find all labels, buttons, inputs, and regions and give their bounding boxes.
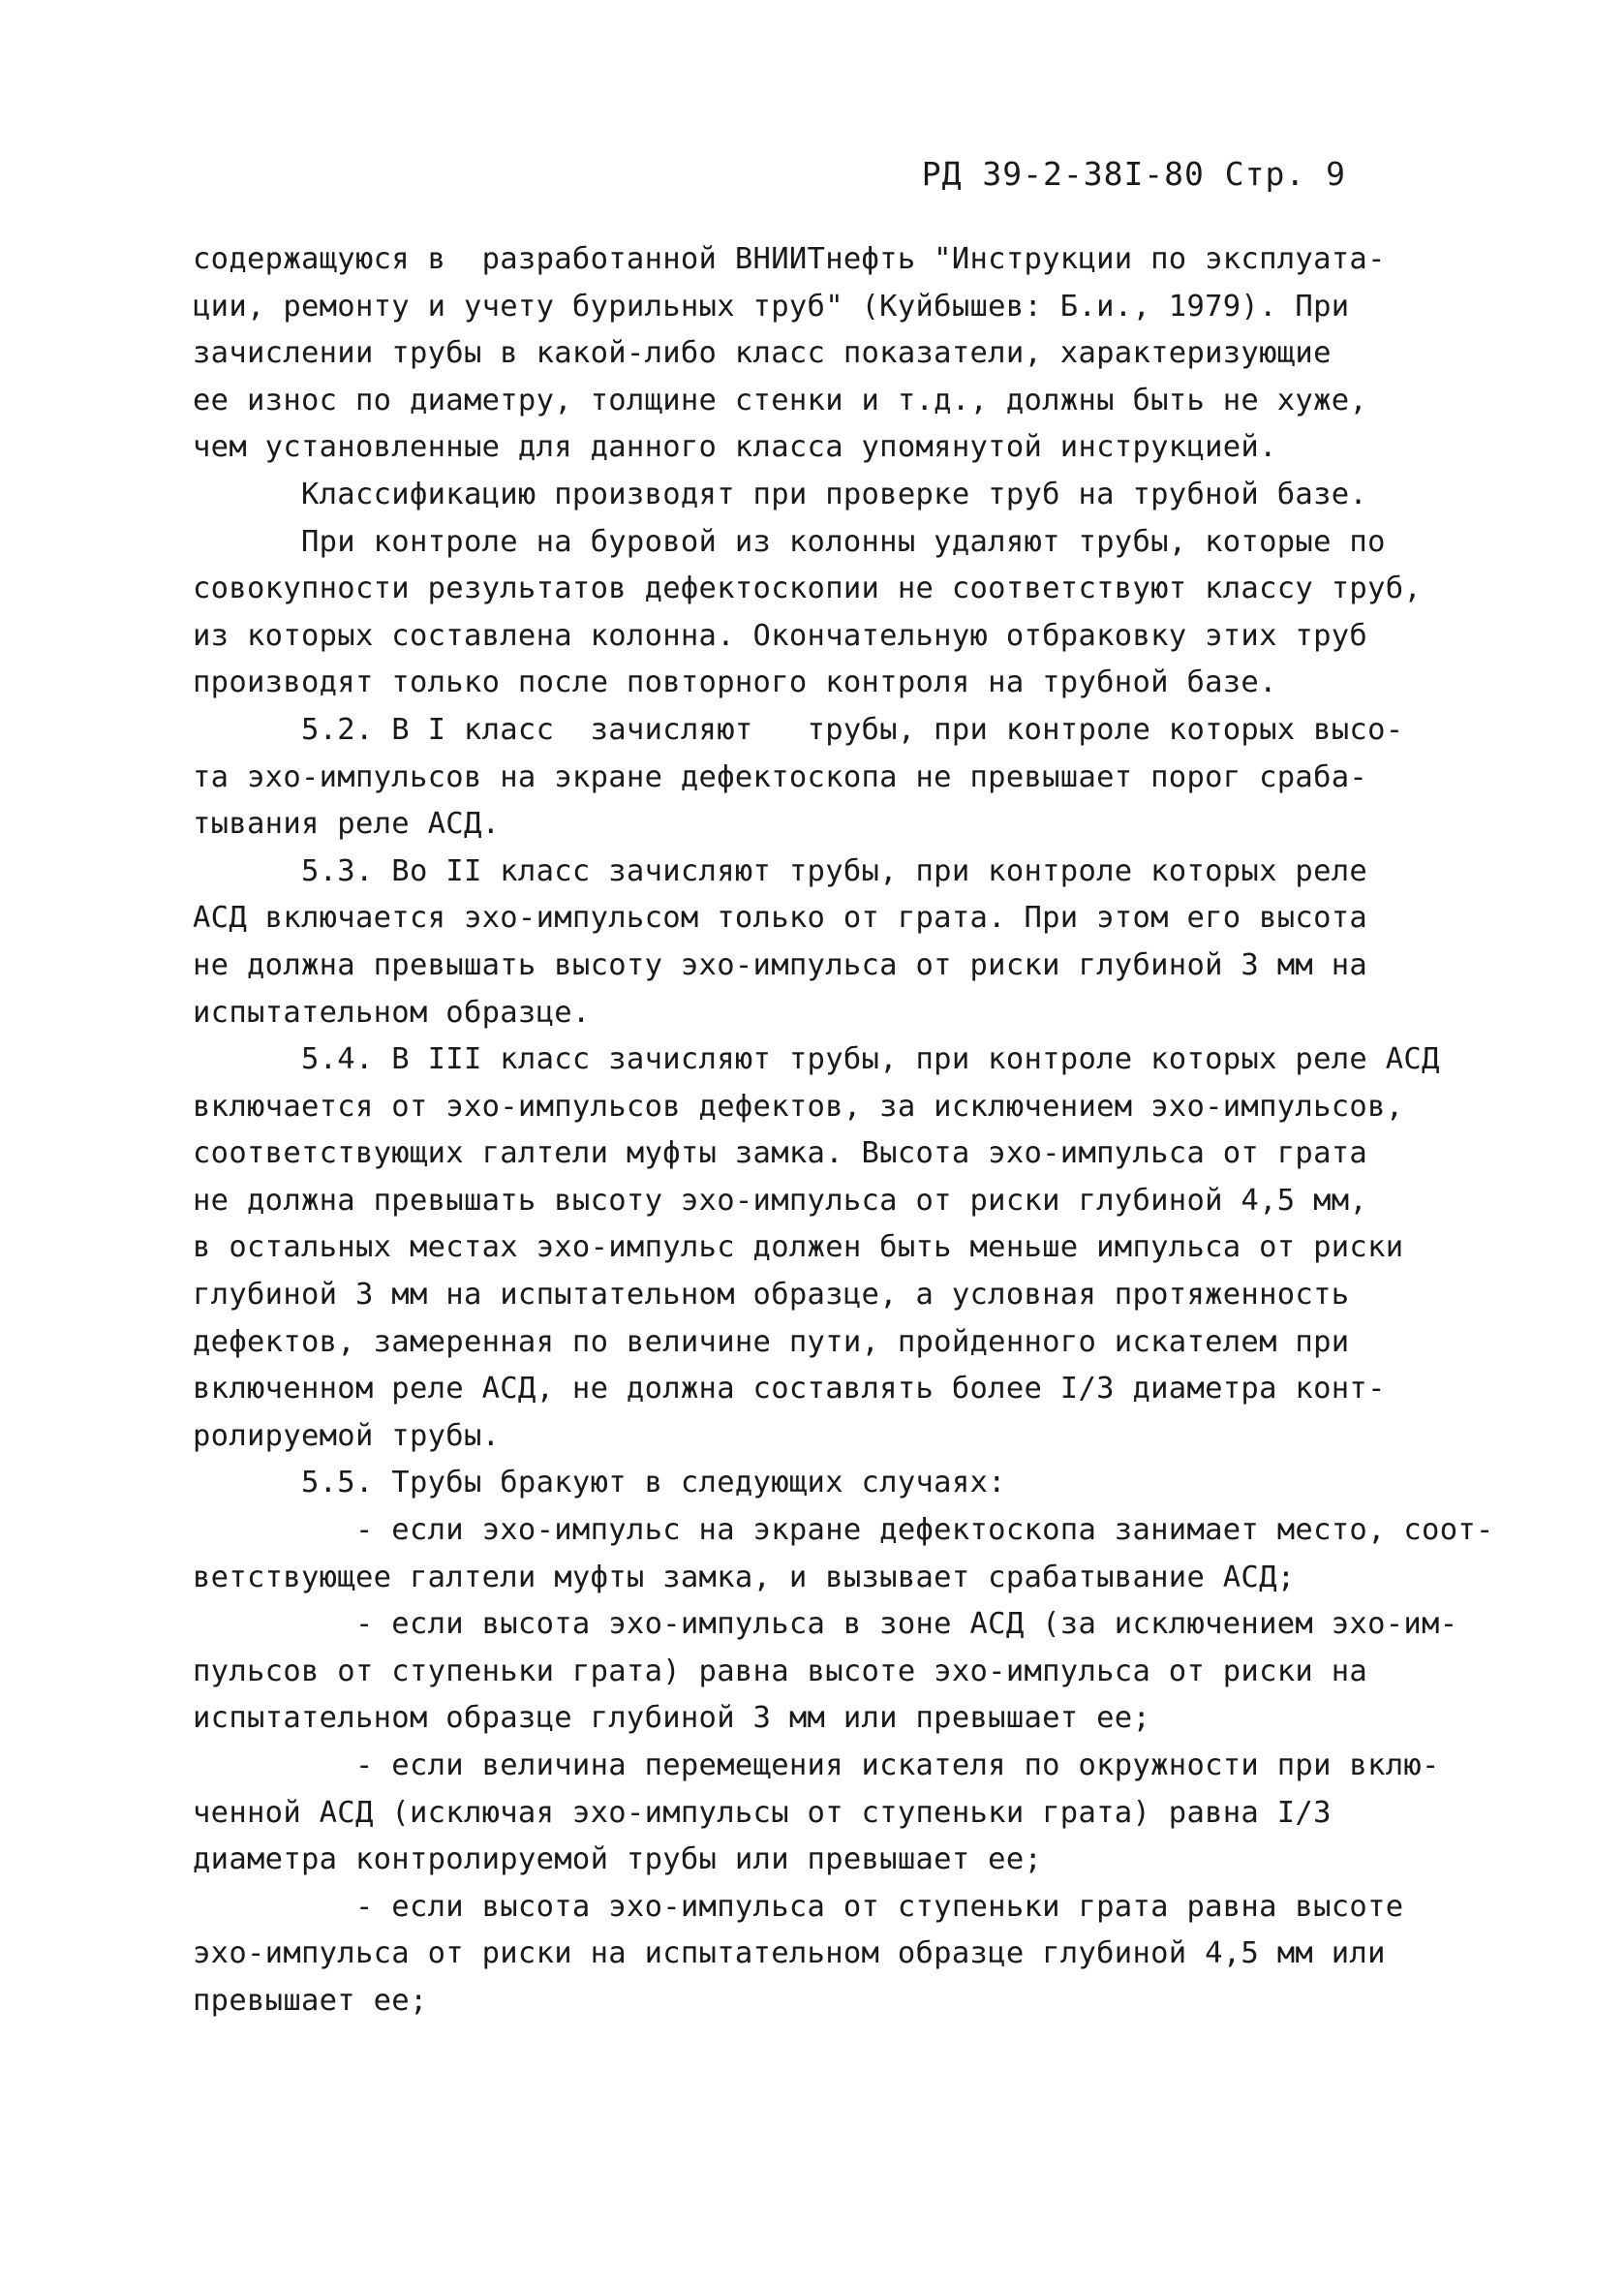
text-line: Классификацию производят при проверке труб на трубной базе.: [193, 477, 1368, 511]
text-line: глубиной 3 мм на испытательном образце, а условная протяженность: [193, 1278, 1350, 1313]
text-line: из которых составлена колонна. Окончательную отбраковку этих труб: [193, 618, 1368, 653]
text-line: совокупности результатов дефектоскопии не соответствуют классу труб,: [193, 572, 1423, 606]
text-line: тывания реле АСД.: [193, 807, 501, 842]
text-line: - если величина перемещения искателя по окружности при вклю-: [193, 1748, 1440, 1782]
text-line: испытательном образце глубиной 3 мм или превышает ее;: [193, 1701, 1151, 1736]
text-line: При контроле на буровой из колонны удаляют трубы, которые по: [193, 524, 1386, 559]
text-line: эхо-импульса от риски на испытательном образце глубиной 4,5 мм или: [193, 1936, 1386, 1971]
text-line: - если эхо-импульс на экране дефектоскопа занимает место, соот-: [193, 1513, 1494, 1548]
text-line: превышает ее;: [193, 1983, 428, 2018]
text-line: 5.2. В I класс зачисляют трубы, при контроле которых высо-: [193, 712, 1404, 747]
text-line: ченной АСД (исключая эхо-импульсы от ступеньки грата) равна I/3: [193, 1795, 1332, 1830]
text-line: включенном реле АСД, не должна составлять более I/3 диаметра конт-: [193, 1372, 1386, 1407]
text-line: дефектов, замеренная по величине пути, пройденного искателем при: [193, 1324, 1350, 1359]
text-line: в остальных местах эхо-импульс должен быть меньше импульса от риски: [193, 1230, 1404, 1265]
text-line: соответствующих галтели муфты замка. Высота эхо-импульса от грата: [193, 1136, 1368, 1171]
text-line: пульсов от ступеньки грата) равна высоте эхо-импульса от риски на: [193, 1654, 1368, 1688]
text-line: - если высота эхо-импульса в зоне АСД (за исключением эхо-им-: [193, 1607, 1458, 1642]
text-line: испытательном образце.: [193, 995, 591, 1030]
text-line: не должна превышать высоту эхо-импульса от риски глубиной 4,5 мм,: [193, 1183, 1368, 1218]
text-line: включается от эхо-импульсов дефектов, за исключением эхо-импульсов,: [193, 1089, 1404, 1124]
text-line: АСД включается эхо-импульсом только от грата. При этом его высота: [193, 901, 1368, 936]
text-line: 5.4. В III класс зачисляют трубы, при контроле которых реле АСД: [193, 1042, 1440, 1077]
page-header: РД 39-2-38I-80 Стр. 9: [921, 155, 1346, 193]
text-line: та эхо-импульсов на экране дефектоскопа не превышает порог сраба-: [193, 759, 1368, 794]
text-line: ролируемой трубы.: [193, 1418, 501, 1453]
text-line: ветствующее галтели муфты замка, и вызывает срабатывание АСД;: [193, 1560, 1296, 1594]
text-line: содержащуюся в разработанной ВНИИТнефть "Инструкции по эксплуата-: [193, 242, 1386, 276]
text-line: зачислении трубы в какой-либо класс показатели, характеризующие: [193, 336, 1332, 371]
text-line: 5.5. Трубы бракуют в следующих случаях:: [193, 1466, 1006, 1500]
text-line: диаметра контролируемой трубы или превышает ее;: [193, 1842, 1043, 1877]
text-line: ции, ремонту и учету бурильных труб" (Куйбышев: Б.и., 1979). При: [193, 289, 1350, 324]
document-body: [193, 236, 1519, 2025]
text-line: производят только после повторного контроля на трубной базе.: [193, 665, 1277, 700]
text-line: - если высота эхо-импульса от ступеньки грата равна высоте: [193, 1889, 1404, 1924]
text-line: ее износ по диаметру, толщине стенки и т.д., должны быть не хуже,: [193, 383, 1368, 417]
text-line: чем установленные для данного класса упомянутой инструкцией.: [193, 430, 1277, 465]
text-line: 5.3. Во II класс зачисляют трубы, при контроле которых реле: [193, 853, 1368, 888]
text-line: не должна превышать высоту эхо-импульса от риски глубиной 3 мм на: [193, 947, 1368, 982]
